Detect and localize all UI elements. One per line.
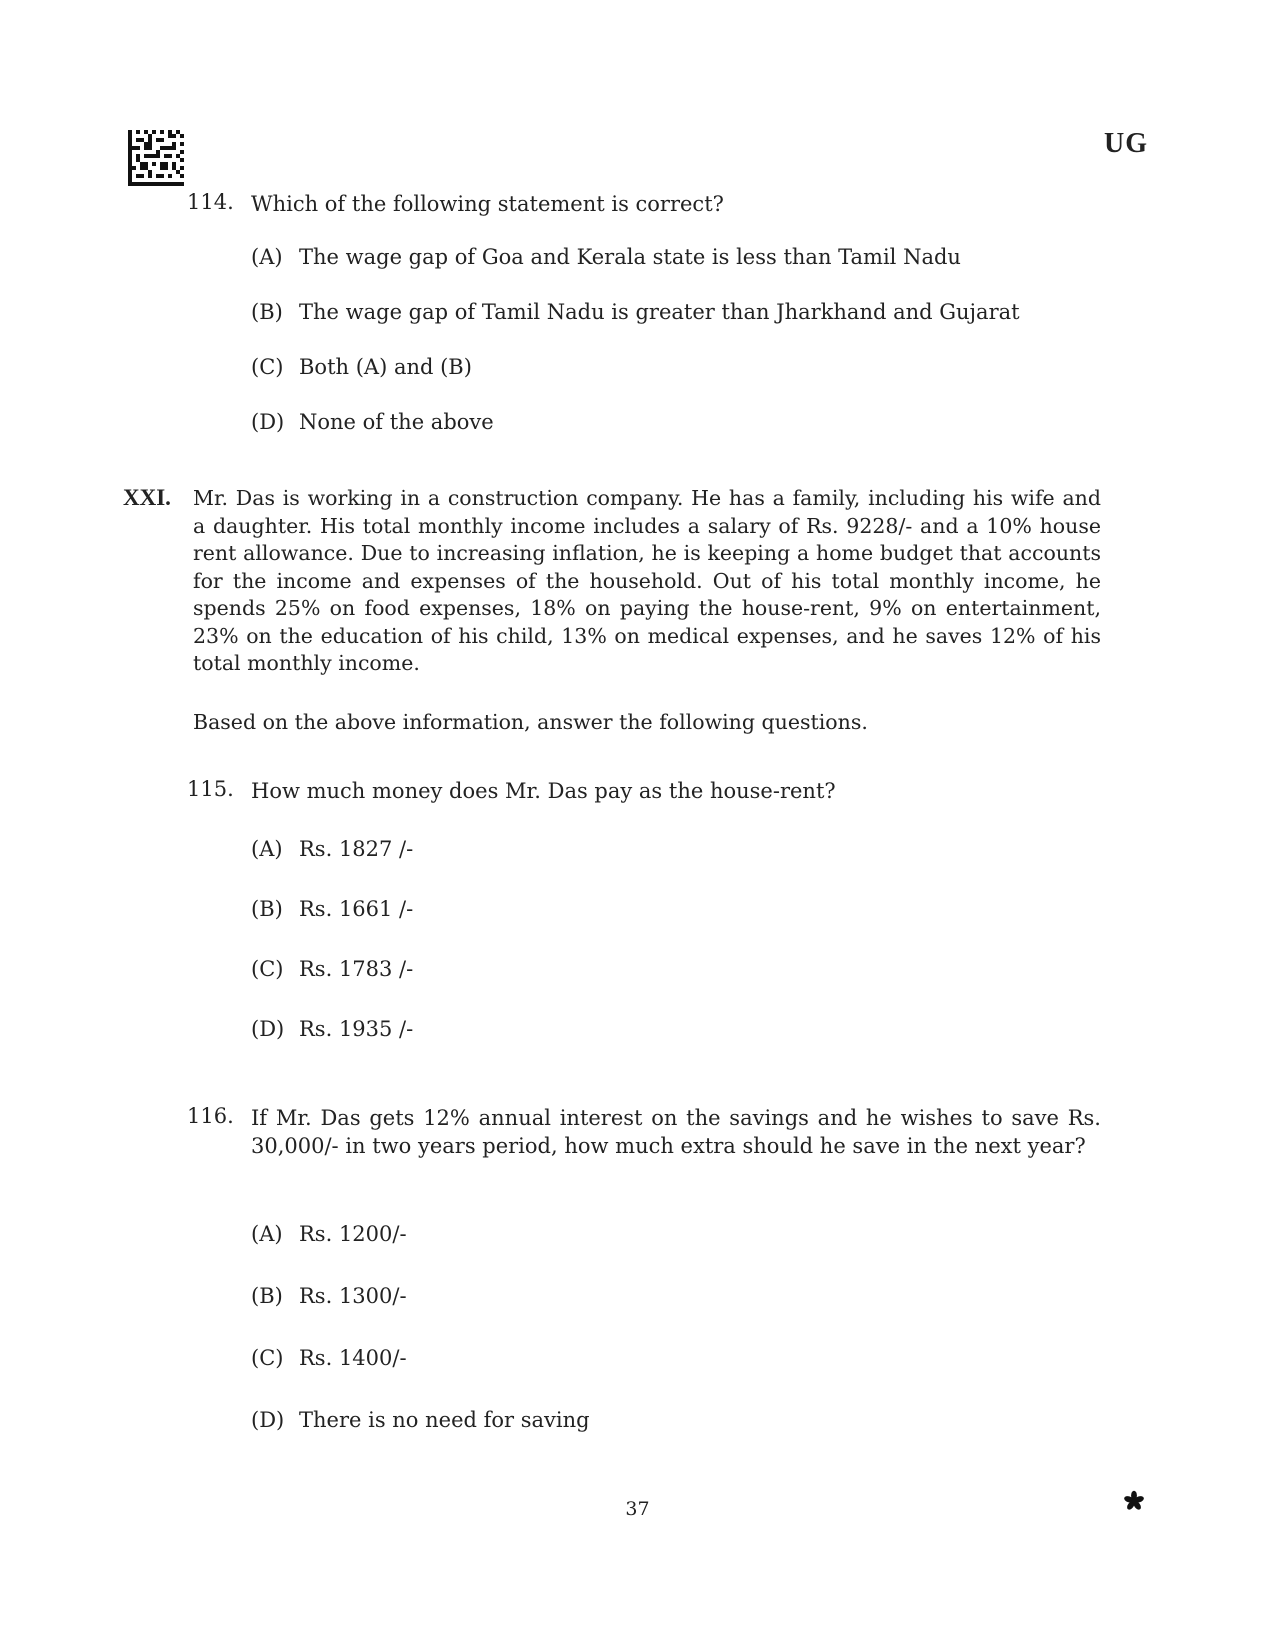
option-letter: (D) — [251, 410, 285, 434]
option-text: None of the above — [299, 410, 494, 434]
question-number: 116. — [187, 1104, 234, 1128]
option-letter: (C) — [251, 355, 284, 379]
option-letter: (B) — [251, 1284, 283, 1308]
question-number: 115. — [187, 777, 234, 801]
question-text: How much money does Mr. Das pay as the house-rent? — [251, 779, 836, 803]
option-text: Rs. 1400/- — [299, 1346, 407, 1370]
option-letter: (B) — [251, 897, 283, 921]
option-text: Rs. 1200/- — [299, 1222, 407, 1246]
option-text: Rs. 1827 /- — [299, 837, 414, 861]
option-text: The wage gap of Goa and Kerala state is less than Tamil Nadu — [299, 245, 961, 269]
section-number: XXI. — [123, 485, 171, 510]
option-letter: (B) — [251, 300, 283, 324]
case-passage: Mr. Das is working in a construction company. He has a family, including his wife and a daughter. His total monthly income includes a salary of Rs. 9228/- and a 10% house rent allowance. Due to increasing inflation, he is keeping a home budget that accounts for the income and expenses of the household. Out of his total monthly income, he spends 25% on food expenses, 18% on paying the house-rent, 9% on entertainment, 23% on the education of his child, 13% on medical expenses, and he saves 12% of his total monthly income. — [193, 486, 1101, 675]
paper-code: UG — [1104, 128, 1148, 159]
option-text: Both (A) and (B) — [299, 355, 472, 379]
option-text: Rs. 1661 /- — [299, 897, 414, 921]
option-text: The wage gap of Tamil Nadu is greater than Jharkhand and Gujarat — [299, 300, 1020, 324]
qr-code-icon — [128, 130, 184, 186]
section-instruction: Based on the above information, answer the following questions. — [193, 710, 868, 734]
option-text: There is no need for saving — [299, 1408, 590, 1432]
option-letter: (C) — [251, 1346, 284, 1370]
option-letter: (A) — [251, 1222, 283, 1246]
option-text: Rs. 1300/- — [299, 1284, 407, 1308]
option-letter: (C) — [251, 957, 284, 981]
option-letter: (A) — [251, 245, 283, 269]
star-icon — [1123, 1490, 1145, 1512]
page-number: 37 — [625, 1498, 650, 1520]
question-text: If Mr. Das gets 12% annual interest on the savings and he wishes to save Rs. 30,000/- in two years period, how much extra should he save in the next year? — [251, 1106, 1101, 1158]
question-text: Which of the following statement is correct? — [251, 192, 724, 216]
option-letter: (A) — [251, 837, 283, 861]
option-letter: (D) — [251, 1408, 285, 1432]
option-letter: (D) — [251, 1017, 285, 1041]
option-text: Rs. 1935 /- — [299, 1017, 414, 1041]
question-number: 114. — [187, 190, 234, 214]
option-text: Rs. 1783 /- — [299, 957, 414, 981]
